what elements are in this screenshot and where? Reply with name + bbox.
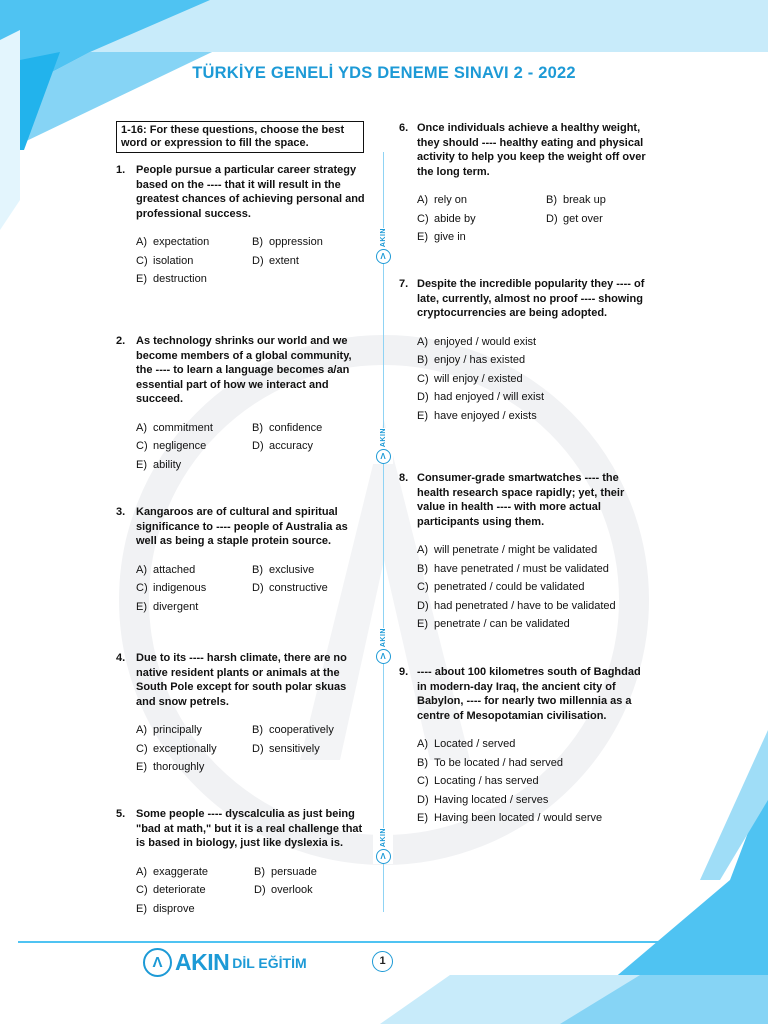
question-number: 7.: [399, 278, 409, 290]
page-number: 1: [372, 951, 393, 972]
side-logo-mark: AKIN Λ: [373, 428, 393, 464]
option-b[interactable]: B) exclusive: [252, 563, 315, 576]
option-d[interactable]: D) sensitively: [252, 742, 320, 755]
option-b[interactable]: B) have penetrated / must be validated: [417, 562, 609, 575]
left-column: [116, 121, 366, 915]
option-d[interactable]: D) had enjoyed / will exist: [417, 391, 545, 403]
question-number: 3.: [116, 506, 126, 518]
question-7: [399, 277, 647, 423]
option-d[interactable]: D) get over: [546, 212, 603, 225]
option-d[interactable]: D) Having located / serves: [417, 793, 549, 806]
option-a[interactable]: A) will penetrate / might be validated: [417, 544, 598, 556]
option-d[interactable]: D) extent: [252, 254, 299, 267]
option-e[interactable]: E) give in: [417, 231, 466, 243]
question-text: Due to its ---- harsh climate, there are no native resident plants or animals at the South Pole except for south polar skuas and snow petrels.: [136, 652, 347, 708]
option-c[interactable]: C) will enjoy / existed: [417, 372, 523, 385]
question-text: Despite the incredible popularity they ---- of late, currently, almost no proof ---- showing cryptocurrencies are being adopted.: [417, 278, 645, 319]
instructions-box: 1-16: For these questions, choose the best word or expression to fill the space.: [116, 121, 364, 153]
akin-logo-icon: Λ: [376, 649, 391, 664]
option-e[interactable]: E) penetrate / can be validated: [417, 618, 570, 630]
side-logo-mark: AKIN Λ: [373, 828, 393, 864]
question-number: 2.: [116, 335, 126, 347]
question-text: As technology shrinks our world and we become members of a global community, the ---- to learn a language becomes a/an essential part of how we interact and succeed.: [136, 335, 352, 405]
option-d[interactable]: D) had penetrated / have to be validated: [417, 599, 616, 612]
brand-name: AKIN: [175, 949, 230, 975]
option-b[interactable]: B) To be located / had served: [417, 756, 564, 769]
option-c[interactable]: C) abide by: [417, 212, 476, 225]
option-c[interactable]: C) exceptionally: [136, 742, 217, 755]
question-text: Some people ---- dyscalculia as just being "bad at math," but it is a real challenge that is based in biology, just like dyslexia is.: [136, 808, 363, 849]
option-a[interactable]: A) attached: [136, 563, 196, 576]
exam-title: TÜRKİYE GENELİ YDS DENEME SINAVI 2 - 2022: [192, 64, 576, 82]
akin-logo-icon: Λ: [143, 948, 172, 977]
side-logo-mark: AKIN Λ: [373, 228, 393, 264]
option-a[interactable]: A) Located / served: [417, 738, 516, 750]
question-3: [116, 505, 368, 614]
question-1: [116, 163, 368, 287]
option-e[interactable]: E) ability: [136, 458, 182, 471]
akin-logo-icon: Λ: [376, 849, 391, 864]
option-c[interactable]: C) isolation: [136, 254, 194, 267]
option-a[interactable]: A) exaggerate: [136, 865, 209, 878]
question-6: [399, 121, 646, 245]
question-number: 1.: [116, 164, 126, 176]
brand-subtitle: DİL EĞİTİM: [232, 954, 307, 971]
question-8: [399, 471, 647, 632]
option-c[interactable]: C) Locating / has served: [417, 775, 539, 787]
option-c[interactable]: C) penetrated / could be validated: [417, 581, 585, 593]
option-d[interactable]: D) accuracy: [252, 440, 314, 452]
question-number: 5.: [116, 808, 126, 820]
option-e[interactable]: E) Having been located / would serve: [417, 812, 603, 824]
question-text: ---- about 100 kilometres south of Baghdad in modern-day Iraq, the ancient city of Babylon, ---- for nearly two millennia as a centre of Mesopotamian civilisation.: [417, 666, 641, 722]
option-e[interactable]: E) have enjoyed / exists: [417, 409, 537, 422]
option-c[interactable]: C) negligence: [136, 440, 207, 452]
question-text: People pursue a particular career strategy based on the ---- that it will result in the greatest chances of achieving personal and professional success.: [136, 164, 365, 220]
question-text: Kangaroos are of cultural and spiritual significance to ---- people of Australia as well as being a staple protein source.: [136, 506, 348, 547]
question-text: Consumer-grade smartwatches ---- the health research space rapidly; yet, their value in health ---- with more actual participants using them.: [417, 472, 625, 528]
option-a[interactable]: A) expectation: [136, 236, 210, 248]
option-a[interactable]: A) commitment: [136, 421, 213, 434]
option-e[interactable]: E) divergent: [136, 600, 199, 613]
option-c[interactable]: C) indigenous: [136, 582, 207, 594]
option-b[interactable]: B) enjoy / has existed: [417, 354, 526, 366]
question-5: [116, 807, 372, 916]
question-9: [399, 665, 647, 826]
option-e[interactable]: E) disprove: [136, 902, 195, 915]
question-number: 8.: [399, 472, 409, 484]
question-4: [116, 651, 368, 775]
akin-logo-icon: Λ: [376, 449, 391, 464]
option-b[interactable]: B) break up: [546, 194, 606, 206]
column-divider: [383, 152, 384, 912]
option-a[interactable]: A) rely on: [417, 194, 468, 206]
option-d[interactable]: D) constructive: [252, 582, 328, 594]
question-text: Once individuals achieve a healthy weight, they should ---- healthy eating and physical activity to help you keep the weight off over the long term.: [417, 122, 646, 178]
footer-divider: [18, 941, 760, 943]
option-e[interactable]: E) thoroughly: [136, 761, 205, 773]
option-b[interactable]: B) oppression: [252, 236, 323, 248]
option-c[interactable]: C) deteriorate: [136, 884, 206, 896]
option-b[interactable]: B) confidence: [252, 421, 323, 434]
question-2: [116, 334, 368, 472]
akin-logo-icon: Λ: [376, 249, 391, 264]
publisher-logo: [143, 948, 307, 977]
question-number: 6.: [399, 122, 409, 134]
option-b[interactable]: B) cooperatively: [252, 724, 334, 736]
option-e[interactable]: E) destruction: [136, 273, 207, 285]
side-logo-mark: AKIN Λ: [373, 628, 393, 664]
option-a[interactable]: A) principally: [136, 724, 202, 736]
question-number: 9.: [399, 666, 409, 678]
option-b[interactable]: B) persuade: [254, 865, 317, 878]
option-d[interactable]: D) overlook: [254, 884, 313, 896]
question-number: 4.: [116, 652, 126, 664]
option-a[interactable]: A) enjoyed / would exist: [417, 335, 537, 348]
